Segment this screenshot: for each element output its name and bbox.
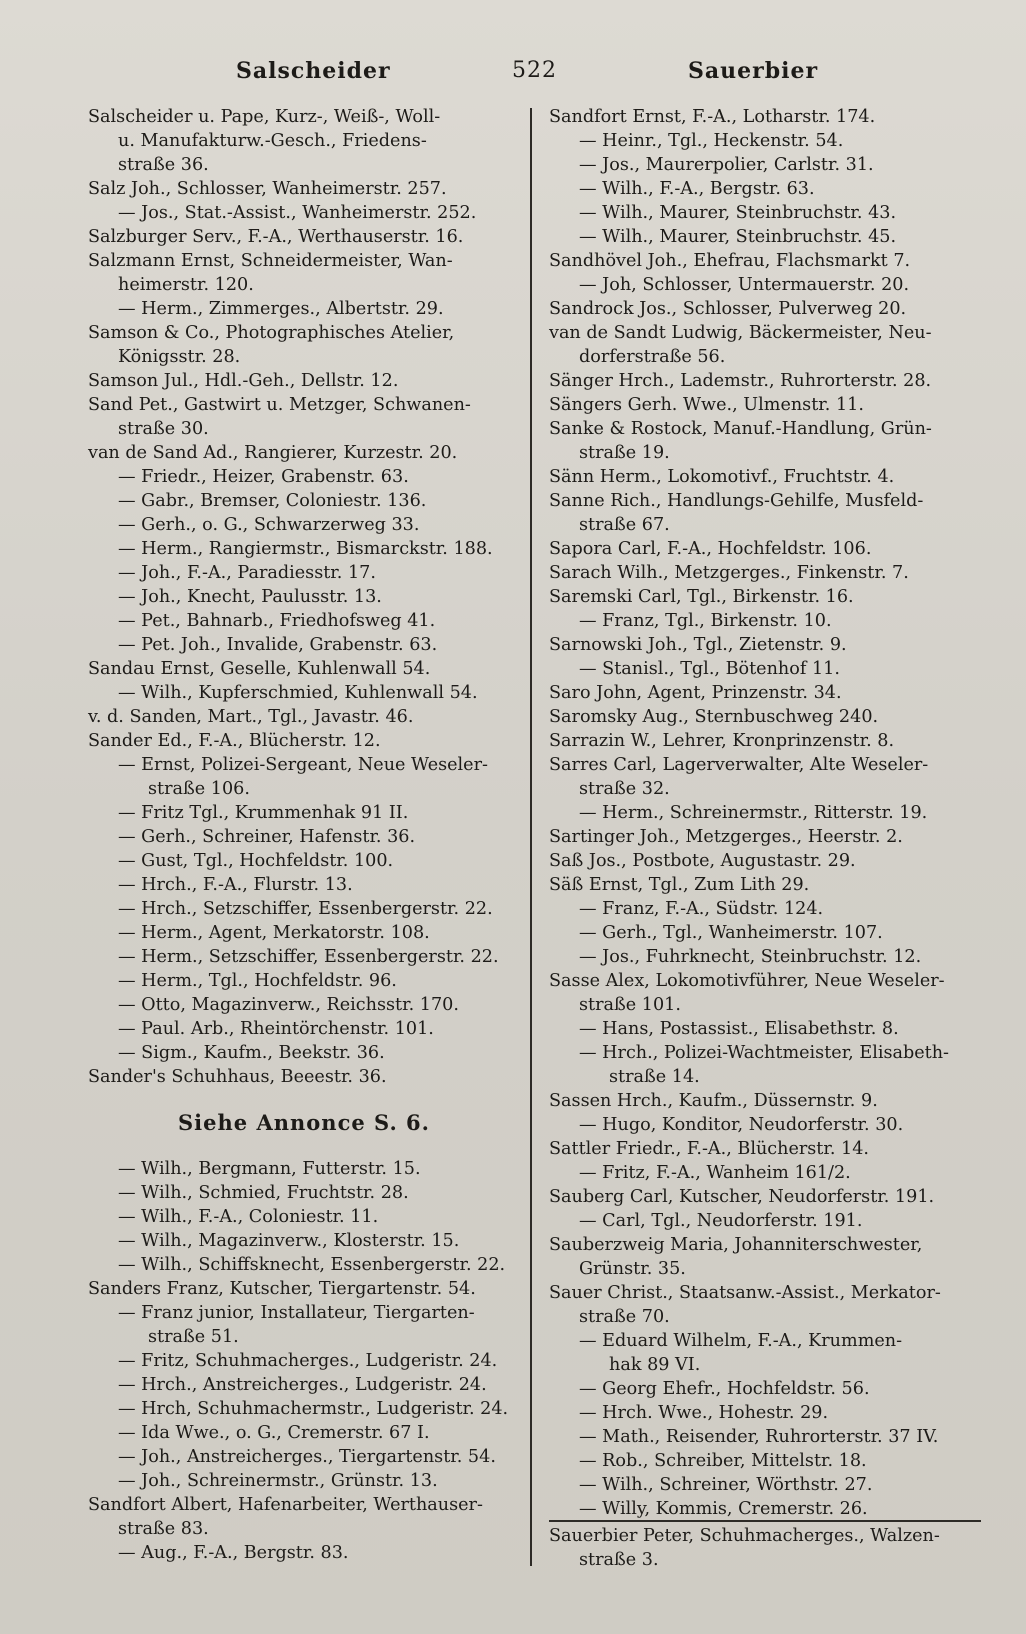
entry-continuation: Königsstr. 28. (118, 347, 241, 367)
directory-entry (88, 945, 520, 969)
entry-text: Sauer Christ., Staatsanw.-Assist., Merkator- (549, 1283, 941, 1303)
entry-text: — Wilh., Bergmann, Futterstr. 15. (118, 1159, 421, 1179)
entry-text: Sandau Ernst, Geselle, Kuhlenwall 54. (88, 659, 431, 679)
directory-entry (549, 1041, 981, 1089)
directory-entry (549, 321, 981, 369)
entry-text: — Ida Wwe., o. G., Cremerstr. 67 I. (118, 1423, 430, 1443)
entry-text: — Franz, Tgl., Birkenstr. 10. (579, 611, 832, 631)
directory-entry (549, 273, 981, 297)
entry-text: van de Sand Ad., Rangierer, Kurzestr. 20. (88, 443, 458, 463)
directory-entry (549, 129, 981, 153)
directory-entry (88, 657, 520, 681)
directory-entry (88, 465, 520, 489)
entry-text: — Ernst, Polizei-Sergeant, Neue Weseler- (118, 755, 488, 775)
directory-entry (549, 465, 981, 489)
directory-entry (88, 681, 520, 705)
entry-text: v. d. Sanden, Mart., Tgl., Javastr. 46. (88, 707, 414, 727)
entry-text: — Herm., Schreinermstr., Ritterstr. 19. (579, 803, 928, 823)
directory-entry (549, 825, 981, 849)
directory-entry (88, 1421, 520, 1445)
directory-entry (549, 1473, 981, 1497)
directory-entry (88, 1157, 520, 1181)
entry-text: — Georg Ehefr., Hochfeldstr. 56. (579, 1379, 870, 1399)
annonce-notice: Siehe Annonce S. 6. (178, 1110, 430, 1135)
directory-entry (549, 1425, 981, 1449)
directory-entry (88, 1253, 520, 1277)
directory-entry (549, 369, 981, 393)
entry-text: — Paul. Arb., Rheintörchenstr. 101. (118, 1019, 434, 1039)
entry-continuation: straße 30. (118, 419, 209, 439)
entry-text: Samson & Co., Photographisches Atelier, (88, 323, 455, 343)
entry-text: — Joh., F.-A., Paradiesstr. 17. (118, 563, 376, 583)
directory-entry (549, 729, 981, 753)
entry-text: Sängers Gerh. Wwe., Ulmenstr. 11. (549, 395, 864, 415)
entry-text: — Pet. Joh., Invalide, Grabenstr. 63. (118, 635, 438, 655)
entry-text: Sanne Rich., Handlungs-Gehilfe, Musfeld- (549, 491, 924, 511)
entry-continuation: dorferstraße 56. (579, 347, 726, 367)
directory-entry (88, 1349, 520, 1373)
directory-entry (549, 969, 981, 1017)
entry-text: — Hugo, Konditor, Neudorferstr. 30. (579, 1115, 904, 1135)
directory-entry (549, 1017, 981, 1041)
entry-text: Sänger Hrch., Lademstr., Ruhrorterstr. 28. (549, 371, 932, 391)
directory-entry (549, 1113, 981, 1137)
directory-entry (549, 1281, 981, 1329)
directory-entry (549, 801, 981, 825)
directory-entry (549, 417, 981, 465)
entry-text: — Franz, F.-A., Südstr. 124. (579, 899, 824, 919)
directory-entry (549, 249, 981, 273)
entry-text: — Carl, Tgl., Neudorferstr. 191. (579, 1211, 863, 1231)
entry-text: Saremski Carl, Tgl., Birkenstr. 16. (549, 587, 854, 607)
entry-text: Sauberzweig Maria, Johanniterschwester, (549, 1235, 923, 1255)
directory-entry (549, 1524, 981, 1572)
entry-text: Sandhövel Joh., Ehefrau, Flachsmarkt 7. (549, 251, 911, 271)
entry-text: — Rob., Schreiber, Mittelstr. 18. (579, 1451, 867, 1471)
entry-text: — Sigm., Kaufm., Beekstr. 36. (118, 1043, 385, 1063)
entry-text: — Hrch. Wwe., Hohestr. 29. (579, 1403, 829, 1423)
directory-entry (549, 849, 981, 873)
entry-text: — Wilh., Maurer, Steinbruchstr. 43. (579, 203, 897, 223)
directory-entry (88, 177, 520, 201)
entry-text: — Wilh., Maurer, Steinbruchstr. 45. (579, 227, 897, 247)
entry-text: Sandfort Ernst, F.-A., Lotharstr. 174. (549, 107, 876, 127)
entry-continuation: u. Manufakturw.-Gesch., Friedens- (118, 131, 427, 151)
entry-text: — Hrch., Anstreicherges., Ludgeristr. 24. (118, 1375, 487, 1395)
entry-text: Sander Ed., F.-A., Blücherstr. 12. (88, 731, 381, 751)
directory-entry (88, 1041, 520, 1065)
entry-text: — Fritz Tgl., Krummenhak 91 II. (118, 803, 409, 823)
directory-entry (549, 897, 981, 921)
entry-text: — Eduard Wilhelm, F.-A., Krummen- (579, 1331, 903, 1351)
header-left-keyword: Salscheider (236, 58, 391, 84)
directory-entry (88, 753, 520, 801)
directory-entry (549, 873, 981, 897)
left-entries-continued (88, 1157, 520, 1565)
directory-entry (549, 225, 981, 249)
entry-text: — Hans, Postassist., Elisabethstr. 8. (579, 1019, 899, 1039)
entry-text: Sand Pet., Gastwirt u. Metzger, Schwanen- (88, 395, 471, 415)
entry-text: Saromsky Aug., Sternbuschweg 240. (549, 707, 879, 727)
entry-text: Samson Jul., Hdl.-Geh., Dellstr. 12. (88, 371, 399, 391)
directory-entry (88, 969, 520, 993)
directory-entry (549, 177, 981, 201)
directory-entry (88, 537, 520, 561)
entry-text: — Wilh., Schmied, Fruchtstr. 28. (118, 1183, 409, 1203)
directory-entry (88, 321, 520, 369)
entry-continuation: straße 14. (609, 1067, 700, 1087)
directory-entry (549, 633, 981, 657)
directory-entry (88, 849, 520, 873)
directory-entry (88, 873, 520, 897)
directory-entry (549, 297, 981, 321)
entry-text: Sänn Herm., Lokomotivf., Fruchtstr. 4. (549, 467, 895, 487)
header-right-keyword: Sauerbier (688, 58, 819, 84)
entry-text: — Wilh., Magazinverw., Klosterstr. 15. (118, 1231, 460, 1251)
left-column (88, 105, 520, 1565)
entry-text: Sandrock Jos., Schlosser, Pulverweg 20. (549, 299, 907, 319)
directory-entry (549, 921, 981, 945)
directory-entry (88, 1469, 520, 1493)
right-entries (549, 105, 981, 1521)
directory-entry (549, 1377, 981, 1401)
directory-entry (88, 1205, 520, 1229)
directory-entry (549, 657, 981, 681)
column-divider (530, 108, 532, 1566)
entry-continuation: hak 89 VI. (609, 1355, 701, 1375)
directory-entry (549, 705, 981, 729)
directory-entry (88, 561, 520, 585)
entry-continuation: straße 106. (148, 779, 250, 799)
entry-text: — Herm., Rangiermstr., Bismarckstr. 188. (118, 539, 493, 559)
entry-text: — Math., Reisender, Ruhrorterstr. 37 IV. (579, 1427, 939, 1447)
entry-text: — Willy, Kommis, Cremerstr. 26. (579, 1499, 868, 1519)
directory-entry (549, 393, 981, 417)
entry-text: — Wilh., F.-A., Bergstr. 63. (579, 179, 815, 199)
entry-text: — Heinr., Tgl., Heckenstr. 54. (579, 131, 844, 151)
directory-entry (88, 1445, 520, 1469)
entry-continuation: Grünstr. 35. (579, 1259, 686, 1279)
directory-entry (88, 225, 520, 249)
directory-entry (88, 993, 520, 1017)
directory-entry (88, 369, 520, 393)
entry-text: Sarres Carl, Lagerverwalter, Alte Weseler- (549, 755, 929, 775)
entry-text: — Gust, Tgl., Hochfeldstr. 100. (118, 851, 394, 871)
directory-entry (88, 1493, 520, 1541)
left-entries (88, 105, 520, 1089)
entry-text: van de Sandt Ludwig, Bäckermeister, Neu- (549, 323, 932, 343)
entry-text: — Hrch., Polizei-Wachtmeister, Elisabeth- (579, 1043, 949, 1063)
entry-text: Salz Joh., Schlosser, Wanheimerstr. 257. (88, 179, 447, 199)
entry-text: Sartinger Joh., Metzgerges., Heerstr. 2. (549, 827, 903, 847)
entry-continuation: heimerstr. 120. (118, 275, 254, 295)
entry-text: Sandfort Albert, Hafenarbeiter, Werthauser- (88, 1495, 483, 1515)
directory-entry (549, 153, 981, 177)
entry-continuation: straße 19. (579, 443, 670, 463)
entry-text: Sarnowski Joh., Tgl., Zietenstr. 9. (549, 635, 847, 655)
directory-entry (88, 1541, 520, 1565)
entry-text: — Aug., F.-A., Bergstr. 83. (118, 1543, 349, 1563)
entry-continuation: straße 70. (579, 1307, 670, 1327)
entry-text: — Fritz, Schuhmacherges., Ludgeristr. 24. (118, 1351, 498, 1371)
directory-entry (549, 609, 981, 633)
directory-entry (549, 1185, 981, 1209)
entry-text: Sauerbier Peter, Schuhmacherges., Walzen- (549, 1526, 940, 1546)
directory-entry (88, 1277, 520, 1301)
entry-continuation: straße 67. (579, 515, 670, 535)
directory-entry (549, 1329, 981, 1377)
entry-text: Salzburger Serv., F.-A., Werthauserstr. 16. (88, 227, 464, 247)
entry-text: — Friedr., Heizer, Grabenstr. 63. (118, 467, 409, 487)
entry-text: — Herm., Agent, Merkatorstr. 108. (118, 923, 430, 943)
entry-text: — Fritz, F.-A., Wanheim 161/2. (579, 1163, 851, 1183)
entry-continuation: straße 51. (148, 1327, 239, 1347)
directory-entry (88, 1373, 520, 1397)
entry-text: — Gerh., o. G., Schwarzerweg 33. (118, 515, 420, 535)
entry-text: Saro John, Agent, Prinzenstr. 34. (549, 683, 842, 703)
entry-text: — Gerh., Schreiner, Hafenstr. 36. (118, 827, 416, 847)
entry-text: — Herm., Setzschiffer, Essenbergerstr. 22. (118, 947, 499, 967)
entry-text: — Gerh., Tgl., Wanheimerstr. 107. (579, 923, 883, 943)
directory-entry (88, 825, 520, 849)
directory-entry (549, 945, 981, 969)
directory-entry (549, 201, 981, 225)
entry-text: Sapora Carl, F.-A., Hochfeldstr. 106. (549, 539, 872, 559)
directory-entry (88, 201, 520, 225)
entry-continuation: straße 3. (579, 1550, 659, 1570)
entry-text: Sander's Schuhhaus, Beeestr. 36. (88, 1067, 387, 1087)
entry-text: — Wilh., F.-A., Coloniestr. 11. (118, 1207, 379, 1227)
directory-entry (88, 441, 520, 465)
directory-entry (88, 705, 520, 729)
entry-text: Sarrazin W., Lehrer, Kronprinzenstr. 8. (549, 731, 895, 751)
directory-entry (549, 585, 981, 609)
entry-text: — Herm., Tgl., Hochfeldstr. 96. (118, 971, 397, 991)
directory-entry (88, 105, 520, 177)
entry-text: — Jos., Fuhrknecht, Steinbruchstr. 12. (579, 947, 922, 967)
entry-continuation: straße 83. (118, 1519, 209, 1539)
entry-text: — Joh., Schreinermstr., Grünstr. 13. (118, 1471, 438, 1491)
directory-entry (549, 681, 981, 705)
entry-text: Sanders Franz, Kutscher, Tiergartenstr. 54. (88, 1279, 476, 1299)
directory-entry (88, 489, 520, 513)
entry-text: — Wilh., Schiffsknecht, Essenbergerstr. 22. (118, 1255, 506, 1275)
entry-text: — Pet., Bahnarb., Friedhofsweg 41. (118, 611, 436, 631)
entry-text: — Otto, Magazinverw., Reichsstr. 170. (118, 995, 459, 1015)
directory-entry (88, 609, 520, 633)
directory-entry (88, 1229, 520, 1253)
directory-entry (88, 393, 520, 441)
directory-entry (88, 897, 520, 921)
directory-entry (549, 1449, 981, 1473)
directory-entry (549, 537, 981, 561)
entry-text: — Hrch, Schuhmachermstr., Ludgeristr. 24. (118, 1399, 509, 1419)
entry-text: Salzmann Ernst, Schneidermeister, Wan- (88, 251, 453, 271)
entry-text: Sauberg Carl, Kutscher, Neudorferstr. 191. (549, 1187, 935, 1207)
entry-text: — Joh, Schlosser, Untermauerstr. 20. (579, 275, 910, 295)
directory-entry (88, 1301, 520, 1349)
entry-text: Sassen Hrch., Kaufm., Düssernstr. 9. (549, 1091, 878, 1111)
directory-entry (88, 249, 520, 297)
directory-entry (88, 1065, 520, 1089)
entry-text: — Gabr., Bremser, Coloniestr. 136. (118, 491, 427, 511)
right-column (549, 105, 981, 1521)
directory-entry (549, 489, 981, 537)
directory-entry (549, 1209, 981, 1233)
entry-text: — Jos., Stat.-Assist., Wanheimerstr. 252. (118, 203, 477, 223)
page-number: 522 (512, 58, 557, 83)
entry-text: — Joh., Anstreicherges., Tiergartenstr. 54. (118, 1447, 496, 1467)
directory-entry (549, 753, 981, 801)
directory-entry (88, 1181, 520, 1205)
directory-entry (549, 1161, 981, 1185)
entry-continuation: straße 101. (579, 995, 681, 1015)
directory-entry (549, 1401, 981, 1425)
directory-entry (88, 585, 520, 609)
directory-entry (549, 1137, 981, 1161)
directory-entry (88, 513, 520, 537)
directory-entry (88, 729, 520, 753)
directory-entry (549, 561, 981, 585)
directory-entry (549, 1089, 981, 1113)
entry-text: Sattler Friedr., F.-A., Blücherstr. 14. (549, 1139, 870, 1159)
directory-entry (88, 633, 520, 657)
entry-text: Saß Jos., Postbote, Augustastr. 29. (549, 851, 856, 871)
directory-entry (88, 1397, 520, 1421)
directory-entry (88, 297, 520, 321)
entry-text: Salscheider u. Pape, Kurz-, Weiß-, Woll- (88, 107, 441, 127)
directory-entry (88, 1017, 520, 1041)
entry-text: — Joh., Knecht, Paulusstr. 13. (118, 587, 382, 607)
entry-continuation: straße 36. (118, 155, 209, 175)
entry-text: Sarach Wilh., Metzgerges., Finkenstr. 7. (549, 563, 909, 583)
entry-text: — Hrch., F.-A., Flurstr. 13. (118, 875, 353, 895)
entry-text: — Herm., Zimmerges., Albertstr. 29. (118, 299, 444, 319)
directory-entry (88, 921, 520, 945)
final-entry (549, 1520, 981, 1572)
entry-text: — Wilh., Kupferschmied, Kuhlenwall 54. (118, 683, 478, 703)
entry-text: — Jos., Maurerpolier, Carlstr. 31. (579, 155, 874, 175)
entry-text: — Stanisl., Tgl., Bötenhof 11. (579, 659, 840, 679)
entry-text: — Wilh., Schreiner, Wörthstr. 27. (579, 1475, 873, 1495)
directory-entry (549, 1233, 981, 1281)
entry-text: — Hrch., Setzschiffer, Essenbergerstr. 22. (118, 899, 493, 919)
entry-continuation: straße 32. (579, 779, 670, 799)
entry-text: — Franz junior, Installateur, Tiergarten- (118, 1303, 475, 1323)
entry-text: Säß Ernst, Tgl., Zum Lith 29. (549, 875, 810, 895)
directory-entry (549, 105, 981, 129)
directory-entry (549, 1497, 981, 1521)
entry-text: Sanke & Rostock, Manuf.-Handlung, Grün- (549, 419, 932, 439)
directory-entry (88, 801, 520, 825)
entry-text: Sasse Alex, Lokomotivführer, Neue Weseler- (549, 971, 945, 991)
